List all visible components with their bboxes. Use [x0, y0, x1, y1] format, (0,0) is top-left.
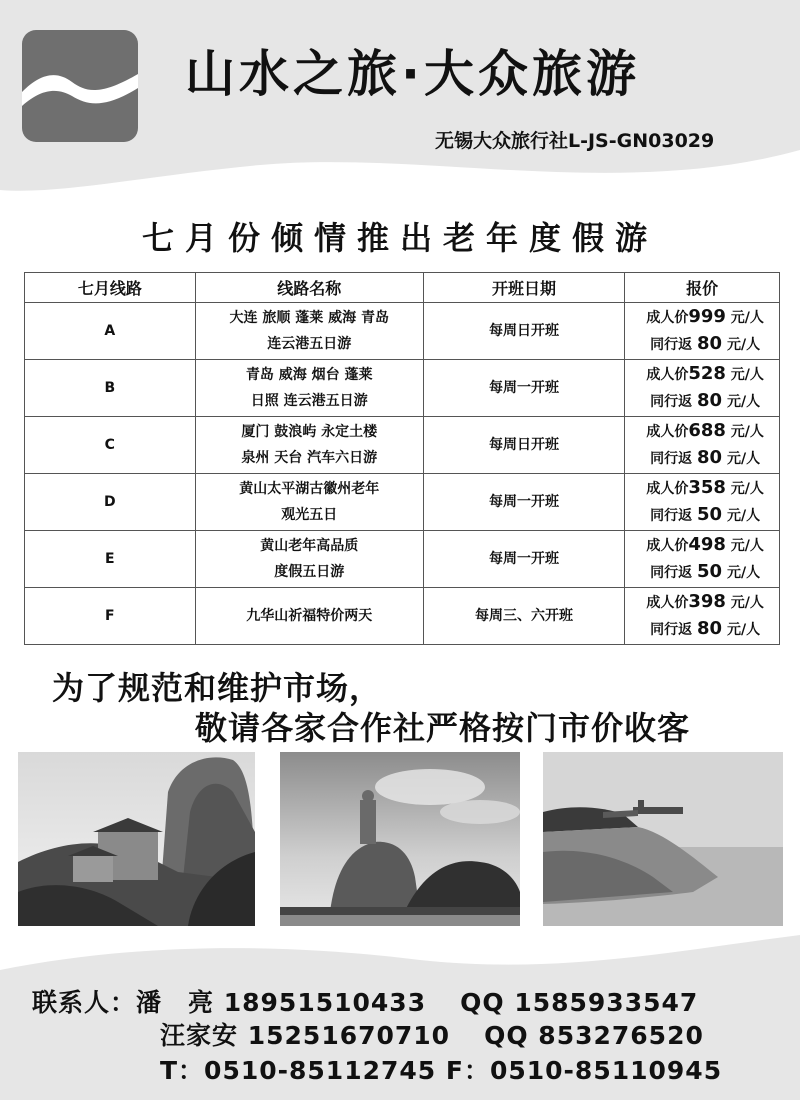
license-number: 无锡大众旅行社L-JS-GN03029 — [435, 130, 715, 152]
table-header-row — [25, 273, 780, 303]
photo-statue-rock — [280, 752, 520, 926]
route-name — [195, 531, 423, 588]
route-name-line1: 九华山祈福特价两天 — [246, 608, 373, 624]
table-row — [25, 360, 780, 417]
route-code: C — [25, 417, 196, 474]
notice-line-2: 敬请各家合作社严格按门市价收客 — [195, 709, 691, 747]
price-unit: 元/人 — [726, 337, 761, 353]
contact-qq-1: QQ 1585933547 — [460, 988, 699, 1017]
price-unit: 元/人 — [730, 367, 764, 383]
adult-price-label: 成人价 — [646, 538, 689, 554]
route-code: A — [25, 303, 196, 360]
table-row — [25, 303, 780, 360]
company-logo — [22, 30, 138, 142]
column-header-price: 报价 — [625, 273, 780, 303]
route-code: E — [25, 531, 196, 588]
price-unit: 元/人 — [726, 394, 761, 410]
contact-qq-2: QQ 853276520 — [484, 1021, 704, 1050]
adult-price: 498 — [688, 534, 726, 555]
contact-phone-1: 18951510433 — [223, 988, 427, 1017]
route-code: B — [25, 360, 196, 417]
route-name — [195, 588, 423, 645]
route-price-table — [24, 272, 780, 645]
route-schedule: 每周一开班 — [423, 360, 624, 417]
table-row — [25, 588, 780, 645]
adult-price-label: 成人价 — [646, 367, 689, 383]
contact-fax: F：0510-85110945 — [445, 1056, 723, 1085]
route-price — [625, 531, 780, 588]
route-name-line2: 日照 连云港五日游 — [250, 393, 368, 409]
route-name — [195, 303, 423, 360]
price-unit: 元/人 — [726, 622, 761, 638]
contact-line-3 — [160, 1051, 722, 1087]
adult-price: 999 — [688, 306, 726, 327]
route-name — [195, 417, 423, 474]
rebate-label: 同行返 — [650, 622, 693, 638]
price-unit: 元/人 — [730, 424, 764, 440]
price-unit: 元/人 — [730, 595, 764, 611]
contact-person-2: 汪家安 — [160, 1021, 239, 1050]
route-schedule: 每周三、六开班 — [423, 588, 624, 645]
adult-price: 398 — [688, 591, 726, 612]
adult-price-label: 成人价 — [646, 424, 689, 440]
price-unit: 元/人 — [730, 481, 764, 497]
rebate-label: 同行返 — [650, 565, 693, 581]
route-code: F — [25, 588, 196, 645]
route-schedule: 每周一开班 — [423, 531, 624, 588]
route-price — [625, 303, 780, 360]
route-code: D — [25, 474, 196, 531]
adult-price-label: 成人价 — [646, 481, 689, 497]
price-unit: 元/人 — [726, 451, 761, 467]
contact-line-2 — [160, 1016, 704, 1052]
rebate-amount: 50 — [697, 504, 723, 525]
route-name-line2: 泉州 天台 汽车六日游 — [241, 450, 378, 466]
contact-telephone: T：0510-85112745 — [160, 1056, 437, 1085]
rebate-amount: 80 — [697, 333, 723, 354]
route-name-line1: 黄山太平湖古徽州老年 — [239, 481, 380, 497]
route-schedule: 每周一开班 — [423, 474, 624, 531]
route-name-line2: 观光五日 — [281, 507, 338, 523]
column-header-name: 线路名称 — [195, 273, 423, 303]
notice-line-1: 为了规范和维护市场， — [52, 669, 383, 707]
rebate-label: 同行返 — [650, 394, 693, 410]
price-unit: 元/人 — [730, 538, 764, 554]
route-name-line1: 黄山老年高品质 — [260, 538, 359, 554]
photo-coastal-cliff — [543, 752, 783, 926]
route-price — [625, 360, 780, 417]
price-unit: 元/人 — [726, 508, 761, 524]
rebate-label: 同行返 — [650, 337, 693, 353]
route-name-line1: 厦门 鼓浪屿 永定土楼 — [241, 424, 378, 440]
contact-phone-2: 15251670710 — [247, 1021, 451, 1050]
route-price — [625, 474, 780, 531]
route-name — [195, 474, 423, 531]
price-unit: 元/人 — [730, 310, 764, 326]
promotion-heading: 七月份倾情推出老年度假游 — [141, 219, 658, 257]
brand-title: 山水之旅·大众旅游 — [185, 45, 640, 103]
contact-line-1 — [32, 983, 698, 1019]
table-row — [25, 531, 780, 588]
column-header-route: 七月线路 — [25, 273, 196, 303]
column-header-date: 开班日期 — [423, 273, 624, 303]
table-row — [25, 474, 780, 531]
route-name-line1: 青岛 威海 烟台 蓬莱 — [245, 367, 373, 383]
price-unit: 元/人 — [726, 565, 761, 581]
adult-price: 688 — [688, 420, 726, 441]
route-name — [195, 360, 423, 417]
route-price — [625, 417, 780, 474]
rebate-amount: 80 — [697, 447, 723, 468]
route-name-line2: 连云港五日游 — [267, 336, 352, 352]
route-price — [625, 588, 780, 645]
adult-price: 528 — [688, 363, 726, 384]
contact-person-1: 潘 亮 — [136, 988, 215, 1017]
route-name-line2: 度假五日游 — [274, 564, 345, 580]
rebate-amount: 80 — [697, 618, 723, 639]
adult-price-label: 成人价 — [646, 310, 689, 326]
route-schedule: 每周日开班 — [423, 417, 624, 474]
rebate-amount: 80 — [697, 390, 723, 411]
table-row — [25, 417, 780, 474]
adult-price: 358 — [688, 477, 726, 498]
rebate-label: 同行返 — [650, 451, 693, 467]
contact-label: 联系人： — [32, 988, 137, 1017]
route-schedule: 每周日开班 — [423, 303, 624, 360]
rebate-label: 同行返 — [650, 508, 693, 524]
photo-mountain-temple — [18, 752, 255, 926]
adult-price-label: 成人价 — [646, 595, 689, 611]
route-name-line1: 大连 旅顺 蓬莱 威海 青岛 — [229, 310, 389, 326]
rebate-amount: 50 — [697, 561, 723, 582]
